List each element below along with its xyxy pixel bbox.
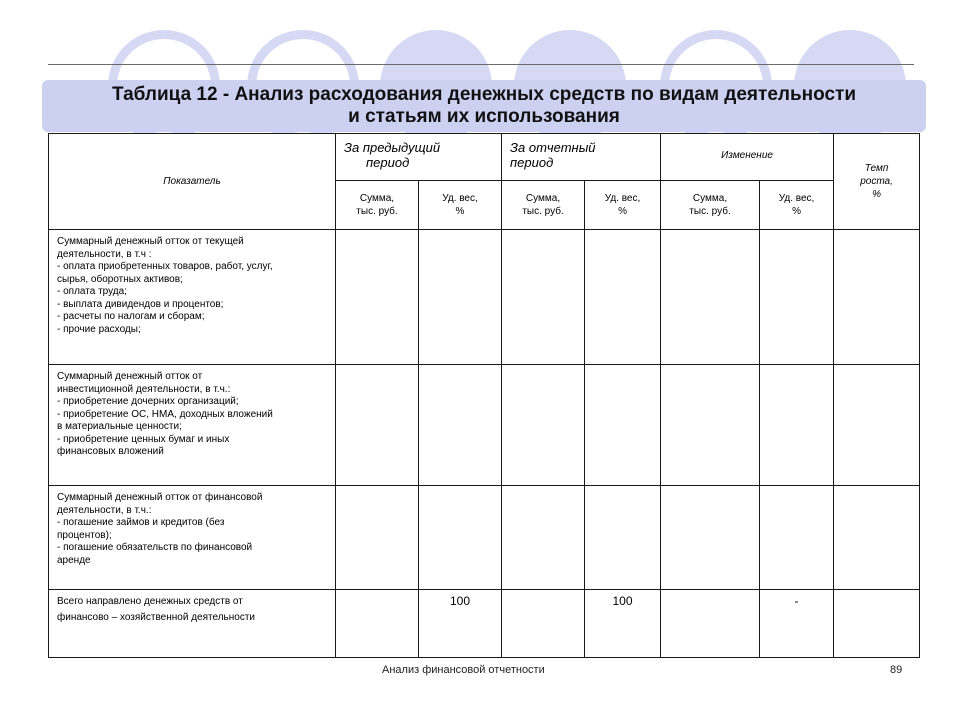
subheader-share-line1: Уд. вес, xyxy=(778,193,815,204)
subheader-sum-line1: Сумма, xyxy=(359,193,395,204)
header-growth-line3: % xyxy=(872,189,881,200)
header-row xyxy=(49,134,920,181)
header-growth-line1: Темп xyxy=(864,163,889,174)
header-indicator: Показатель xyxy=(49,134,336,230)
row-line: - оплата приобретенных товаров, работ, услуг, xyxy=(57,261,273,272)
subheader-share xyxy=(419,181,502,230)
subheader-share xyxy=(760,181,834,230)
row-line: - приобретение ОС, НМА, доходных вложений xyxy=(57,408,273,420)
row-investing-outflow xyxy=(49,365,336,486)
table-cell xyxy=(760,365,834,486)
slide-title xyxy=(42,84,926,128)
table-cell xyxy=(502,230,585,365)
total-change-share: - xyxy=(760,590,834,658)
row-line: - погашение займов и кредитов (без xyxy=(57,517,225,528)
table-cell xyxy=(419,230,502,365)
subheader-sum-line2: тыс. руб. xyxy=(689,206,731,217)
total-prev-share: 100 xyxy=(419,590,502,658)
subheader-sum-line2: тыс. руб. xyxy=(522,206,564,217)
row-line: Суммарный денежный отток от текущей xyxy=(57,236,244,247)
subheader-sum xyxy=(336,181,419,230)
subheader-sum xyxy=(661,181,760,230)
subheader-share-line1: Уд. вес, xyxy=(604,193,641,204)
title-line-1: Таблица 12 - Анализ расходования денежных средств по видам деятельности xyxy=(111,84,857,105)
row-line: Суммарный денежный отток от финансовой xyxy=(57,492,263,503)
row-line: процентов); xyxy=(57,529,112,541)
table-cell xyxy=(502,486,585,590)
table-cell xyxy=(661,590,760,658)
row-financing-outflow xyxy=(49,486,336,590)
header-prev-period xyxy=(336,134,502,181)
table-cell xyxy=(661,486,760,590)
table-cell xyxy=(760,486,834,590)
row-line: финансовых вложений xyxy=(57,446,164,457)
table-row xyxy=(49,230,920,365)
total-report-share: 100 xyxy=(585,590,661,658)
row-line: деятельности, в т.ч : xyxy=(57,248,152,260)
row-line: - приобретение дочерних организаций; xyxy=(57,396,239,407)
row-line: - выплата дивидендов и процентов; xyxy=(57,298,224,310)
table-cell xyxy=(336,590,419,658)
subheader-sum xyxy=(502,181,585,230)
subheader-sum-line1: Сумма, xyxy=(525,193,561,204)
subheader-sum-line1: Сумма, xyxy=(692,193,728,204)
row-line: инвестиционной деятельности, в т.ч.: xyxy=(57,383,231,395)
row-line: сырья, оборотных активов; xyxy=(57,273,183,285)
header-growth-rate xyxy=(834,134,920,230)
row-line: аренде xyxy=(57,554,91,566)
title-line-2: и статьям их использования xyxy=(348,106,620,127)
table-cell xyxy=(336,230,419,365)
table-cell xyxy=(585,365,661,486)
row-line: Всего направлено денежных средств от xyxy=(57,596,243,607)
table-cell xyxy=(661,365,760,486)
row-line: - оплата труда; xyxy=(57,286,127,297)
row-line: - погашение обязательств по финансовой xyxy=(57,542,253,553)
row-line: финансово – хозяйственной деятельности xyxy=(57,612,256,623)
table-row-total xyxy=(49,590,920,658)
table-cell xyxy=(834,365,920,486)
row-line: Суммарный денежный отток от xyxy=(57,371,203,382)
subheader-share-line2: % xyxy=(792,206,801,217)
header-report-period xyxy=(502,134,661,181)
table-cell xyxy=(336,486,419,590)
table-cell xyxy=(585,230,661,365)
row-line: - расчеты по налогам и сборам; xyxy=(57,311,205,322)
row-line: - приобретение ценных бумаг и иных xyxy=(57,433,230,445)
table-cell xyxy=(760,230,834,365)
row-operating-outflow xyxy=(49,230,336,365)
header-prev-period-line1: За предыдущий xyxy=(344,140,441,155)
row-line: в материальные ценности; xyxy=(57,421,182,432)
subheader-share-line1: Уд. вес, xyxy=(442,193,478,204)
table-cell xyxy=(661,230,760,365)
row-line: - прочие расходы; xyxy=(57,323,141,335)
header-report-period-line1: За отчетный xyxy=(510,140,596,155)
header-prev-period-line2: период xyxy=(366,155,410,170)
table-cell xyxy=(834,230,920,365)
header-change: Изменение xyxy=(661,134,834,181)
subheader-share-line2: % xyxy=(618,206,627,217)
header-growth-line2: роста, xyxy=(860,176,893,187)
table-cell xyxy=(502,590,585,658)
table-cell xyxy=(419,365,502,486)
subheader-sum-line2: тыс. руб. xyxy=(356,206,398,217)
table-row xyxy=(49,486,920,590)
table-cell xyxy=(585,486,661,590)
table-row xyxy=(49,365,920,486)
top-rule xyxy=(48,64,914,65)
cash-outflow-table xyxy=(48,133,920,658)
table-cell xyxy=(834,590,920,658)
table-cell xyxy=(336,365,419,486)
footer-label: Анализ финансовой отчетности xyxy=(382,664,545,676)
header-report-period-line2: период xyxy=(510,155,554,170)
table-cell xyxy=(419,486,502,590)
row-total-label xyxy=(49,590,336,658)
page-number: 89 xyxy=(890,664,903,676)
subheader-share xyxy=(585,181,661,230)
table-cell xyxy=(834,486,920,590)
row-line: деятельности, в т.ч.: xyxy=(57,504,152,516)
table-cell xyxy=(502,365,585,486)
subheader-share-line2: % xyxy=(455,206,465,217)
